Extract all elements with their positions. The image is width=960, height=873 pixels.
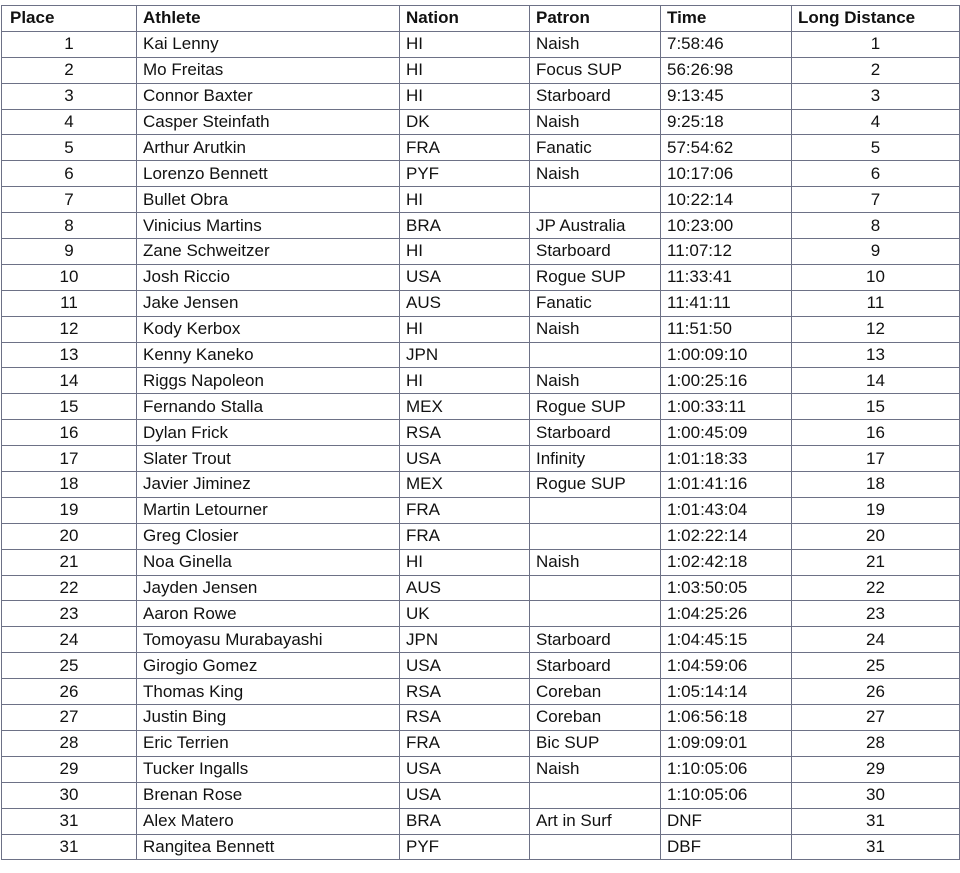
cell-place: 16 xyxy=(2,420,137,446)
cell-patron: Rogue SUP xyxy=(530,264,661,290)
cell-patron: Starboard xyxy=(530,420,661,446)
cell-patron xyxy=(530,834,661,860)
table-row xyxy=(2,782,960,808)
table-row xyxy=(2,161,960,187)
table-row xyxy=(2,705,960,731)
cell-athlete: Slater Trout xyxy=(137,446,400,472)
cell-nation: HI xyxy=(400,239,530,265)
cell-time: 1:10:05:06 xyxy=(661,782,792,808)
cell-athlete: Dylan Frick xyxy=(137,420,400,446)
cell-patron: Naish xyxy=(530,31,661,57)
cell-athlete: Arthur Arutkin xyxy=(137,135,400,161)
cell-place: 20 xyxy=(2,523,137,549)
cell-patron: Naish xyxy=(530,549,661,575)
cell-time: 1:00:45:09 xyxy=(661,420,792,446)
cell-nation: USA xyxy=(400,653,530,679)
cell-nation: USA xyxy=(400,264,530,290)
cell-time: 1:10:05:06 xyxy=(661,756,792,782)
table-row xyxy=(2,135,960,161)
cell-time: 9:25:18 xyxy=(661,109,792,135)
cell-time: 1:04:25:26 xyxy=(661,601,792,627)
table-row xyxy=(2,368,960,394)
cell-long-distance: 25 xyxy=(792,653,960,679)
cell-long-distance: 31 xyxy=(792,808,960,834)
cell-time: 1:00:33:11 xyxy=(661,394,792,420)
table-row xyxy=(2,83,960,109)
cell-patron: Starboard xyxy=(530,83,661,109)
cell-patron: Fanatic xyxy=(530,290,661,316)
cell-nation: BRA xyxy=(400,808,530,834)
cell-time: 11:07:12 xyxy=(661,239,792,265)
cell-long-distance: 19 xyxy=(792,497,960,523)
cell-time: DBF xyxy=(661,834,792,860)
cell-patron xyxy=(530,187,661,213)
table-row xyxy=(2,653,960,679)
cell-long-distance: 16 xyxy=(792,420,960,446)
table-row xyxy=(2,446,960,472)
table-row xyxy=(2,549,960,575)
cell-nation: HI xyxy=(400,187,530,213)
cell-nation: FRA xyxy=(400,497,530,523)
cell-patron xyxy=(530,601,661,627)
cell-nation: HI xyxy=(400,57,530,83)
cell-place: 29 xyxy=(2,756,137,782)
cell-long-distance: 14 xyxy=(792,368,960,394)
cell-athlete: Jake Jensen xyxy=(137,290,400,316)
cell-time: 1:02:22:14 xyxy=(661,523,792,549)
cell-patron: Art in Surf xyxy=(530,808,661,834)
cell-time: 1:01:18:33 xyxy=(661,446,792,472)
cell-athlete: Kody Kerbox xyxy=(137,316,400,342)
header-patron: Patron xyxy=(530,6,661,32)
cell-long-distance: 28 xyxy=(792,730,960,756)
cell-place: 28 xyxy=(2,730,137,756)
cell-time: 10:22:14 xyxy=(661,187,792,213)
cell-patron: Rogue SUP xyxy=(530,472,661,498)
cell-athlete: Justin Bing xyxy=(137,705,400,731)
cell-nation: AUS xyxy=(400,575,530,601)
cell-patron xyxy=(530,497,661,523)
table-row xyxy=(2,730,960,756)
cell-long-distance: 18 xyxy=(792,472,960,498)
cell-place: 30 xyxy=(2,782,137,808)
cell-athlete: Josh Riccio xyxy=(137,264,400,290)
cell-place: 23 xyxy=(2,601,137,627)
cell-nation: HI xyxy=(400,549,530,575)
cell-athlete: Riggs Napoleon xyxy=(137,368,400,394)
cell-long-distance: 23 xyxy=(792,601,960,627)
table-row xyxy=(2,601,960,627)
cell-athlete: Kai Lenny xyxy=(137,31,400,57)
cell-long-distance: 20 xyxy=(792,523,960,549)
cell-nation: HI xyxy=(400,31,530,57)
table-row xyxy=(2,213,960,239)
table-row xyxy=(2,57,960,83)
cell-athlete: Noa Ginella xyxy=(137,549,400,575)
cell-long-distance: 22 xyxy=(792,575,960,601)
cell-time: 10:17:06 xyxy=(661,161,792,187)
cell-athlete: Rangitea Bennett xyxy=(137,834,400,860)
header-place: Place xyxy=(2,6,137,32)
cell-place: 17 xyxy=(2,446,137,472)
cell-place: 15 xyxy=(2,394,137,420)
cell-long-distance: 6 xyxy=(792,161,960,187)
cell-time: 56:26:98 xyxy=(661,57,792,83)
table-row xyxy=(2,756,960,782)
cell-place: 2 xyxy=(2,57,137,83)
cell-place: 6 xyxy=(2,161,137,187)
cell-place: 31 xyxy=(2,834,137,860)
table-row xyxy=(2,342,960,368)
cell-nation: HI xyxy=(400,316,530,342)
cell-place: 14 xyxy=(2,368,137,394)
cell-time: 1:01:41:16 xyxy=(661,472,792,498)
cell-place: 10 xyxy=(2,264,137,290)
cell-time: DNF xyxy=(661,808,792,834)
cell-nation: MEX xyxy=(400,394,530,420)
cell-long-distance: 26 xyxy=(792,679,960,705)
cell-place: 11 xyxy=(2,290,137,316)
cell-long-distance: 2 xyxy=(792,57,960,83)
cell-time: 1:04:45:15 xyxy=(661,627,792,653)
cell-long-distance: 24 xyxy=(792,627,960,653)
table-row xyxy=(2,497,960,523)
table-row xyxy=(2,808,960,834)
table-row xyxy=(2,290,960,316)
cell-long-distance: 13 xyxy=(792,342,960,368)
cell-time: 1:03:50:05 xyxy=(661,575,792,601)
table-row xyxy=(2,31,960,57)
cell-athlete: Tomoyasu Murabayashi xyxy=(137,627,400,653)
cell-patron: Coreban xyxy=(530,679,661,705)
table-row xyxy=(2,420,960,446)
cell-time: 1:00:25:16 xyxy=(661,368,792,394)
table-row xyxy=(2,627,960,653)
cell-athlete: Jayden Jensen xyxy=(137,575,400,601)
cell-patron xyxy=(530,342,661,368)
cell-long-distance: 1 xyxy=(792,31,960,57)
cell-patron: Naish xyxy=(530,316,661,342)
cell-nation: BRA xyxy=(400,213,530,239)
cell-time: 11:51:50 xyxy=(661,316,792,342)
header-nation: Nation xyxy=(400,6,530,32)
table-row xyxy=(2,575,960,601)
cell-athlete: Girogio Gomez xyxy=(137,653,400,679)
cell-patron xyxy=(530,782,661,808)
table-row xyxy=(2,394,960,420)
cell-nation: UK xyxy=(400,601,530,627)
table-row xyxy=(2,264,960,290)
cell-long-distance: 15 xyxy=(792,394,960,420)
cell-patron: Coreban xyxy=(530,705,661,731)
cell-long-distance: 8 xyxy=(792,213,960,239)
header-long-distance: Long Distance xyxy=(792,6,960,32)
header-time: Time xyxy=(661,6,792,32)
cell-patron: Naish xyxy=(530,109,661,135)
cell-nation: MEX xyxy=(400,472,530,498)
cell-nation: USA xyxy=(400,782,530,808)
cell-patron: Starboard xyxy=(530,239,661,265)
cell-long-distance: 27 xyxy=(792,705,960,731)
cell-nation: PYF xyxy=(400,834,530,860)
table-row xyxy=(2,316,960,342)
cell-athlete: Bullet Obra xyxy=(137,187,400,213)
cell-athlete: Alex Matero xyxy=(137,808,400,834)
cell-nation: HI xyxy=(400,83,530,109)
cell-patron xyxy=(530,523,661,549)
cell-athlete: Aaron Rowe xyxy=(137,601,400,627)
cell-time: 1:00:09:10 xyxy=(661,342,792,368)
cell-nation: AUS xyxy=(400,290,530,316)
cell-athlete: Brenan Rose xyxy=(137,782,400,808)
cell-nation: USA xyxy=(400,446,530,472)
cell-time: 11:41:11 xyxy=(661,290,792,316)
cell-patron: Rogue SUP xyxy=(530,394,661,420)
cell-patron: Fanatic xyxy=(530,135,661,161)
cell-athlete: Thomas King xyxy=(137,679,400,705)
cell-place: 4 xyxy=(2,109,137,135)
cell-patron: Naish xyxy=(530,756,661,782)
cell-nation: FRA xyxy=(400,730,530,756)
cell-athlete: Martin Letourner xyxy=(137,497,400,523)
cell-time: 10:23:00 xyxy=(661,213,792,239)
cell-athlete: Connor Baxter xyxy=(137,83,400,109)
cell-place: 7 xyxy=(2,187,137,213)
cell-long-distance: 3 xyxy=(792,83,960,109)
table-row xyxy=(2,239,960,265)
cell-time: 1:06:56:18 xyxy=(661,705,792,731)
cell-nation: FRA xyxy=(400,523,530,549)
cell-place: 13 xyxy=(2,342,137,368)
cell-athlete: Greg Closier xyxy=(137,523,400,549)
cell-patron: Naish xyxy=(530,368,661,394)
cell-place: 24 xyxy=(2,627,137,653)
cell-time: 11:33:41 xyxy=(661,264,792,290)
cell-nation: FRA xyxy=(400,135,530,161)
cell-time: 1:05:14:14 xyxy=(661,679,792,705)
cell-long-distance: 11 xyxy=(792,290,960,316)
cell-place: 22 xyxy=(2,575,137,601)
header-athlete: Athlete xyxy=(137,6,400,32)
table-row xyxy=(2,679,960,705)
cell-athlete: Javier Jiminez xyxy=(137,472,400,498)
results-table xyxy=(1,5,960,860)
cell-place: 18 xyxy=(2,472,137,498)
cell-athlete: Eric Terrien xyxy=(137,730,400,756)
cell-time: 1:04:59:06 xyxy=(661,653,792,679)
cell-time: 57:54:62 xyxy=(661,135,792,161)
cell-athlete: Mo Freitas xyxy=(137,57,400,83)
cell-nation: JPN xyxy=(400,342,530,368)
cell-nation: RSA xyxy=(400,705,530,731)
cell-long-distance: 7 xyxy=(792,187,960,213)
cell-time: 1:09:09:01 xyxy=(661,730,792,756)
cell-place: 8 xyxy=(2,213,137,239)
cell-athlete: Casper Steinfath xyxy=(137,109,400,135)
cell-athlete: Tucker Ingalls xyxy=(137,756,400,782)
cell-patron: Naish xyxy=(530,161,661,187)
cell-place: 5 xyxy=(2,135,137,161)
cell-time: 9:13:45 xyxy=(661,83,792,109)
cell-long-distance: 30 xyxy=(792,782,960,808)
cell-nation: JPN xyxy=(400,627,530,653)
table-row xyxy=(2,523,960,549)
cell-athlete: Vinicius Martins xyxy=(137,213,400,239)
cell-nation: PYF xyxy=(400,161,530,187)
cell-long-distance: 17 xyxy=(792,446,960,472)
cell-patron: Infinity xyxy=(530,446,661,472)
cell-nation: DK xyxy=(400,109,530,135)
table-row xyxy=(2,472,960,498)
cell-long-distance: 21 xyxy=(792,549,960,575)
cell-place: 3 xyxy=(2,83,137,109)
cell-patron: Bic SUP xyxy=(530,730,661,756)
table-row xyxy=(2,834,960,860)
cell-athlete: Lorenzo Bennett xyxy=(137,161,400,187)
cell-time: 7:58:46 xyxy=(661,31,792,57)
cell-place: 19 xyxy=(2,497,137,523)
cell-time: 1:01:43:04 xyxy=(661,497,792,523)
cell-place: 1 xyxy=(2,31,137,57)
cell-long-distance: 29 xyxy=(792,756,960,782)
cell-patron xyxy=(530,575,661,601)
cell-long-distance: 4 xyxy=(792,109,960,135)
cell-long-distance: 9 xyxy=(792,239,960,265)
cell-place: 21 xyxy=(2,549,137,575)
cell-nation: RSA xyxy=(400,679,530,705)
cell-patron: Starboard xyxy=(530,653,661,679)
cell-long-distance: 31 xyxy=(792,834,960,860)
cell-nation: RSA xyxy=(400,420,530,446)
cell-patron: Starboard xyxy=(530,627,661,653)
cell-nation: USA xyxy=(400,756,530,782)
cell-long-distance: 10 xyxy=(792,264,960,290)
table-row xyxy=(2,187,960,213)
header-row xyxy=(2,6,960,32)
cell-patron: Focus SUP xyxy=(530,57,661,83)
table-row xyxy=(2,109,960,135)
cell-athlete: Fernando Stalla xyxy=(137,394,400,420)
cell-place: 31 xyxy=(2,808,137,834)
table-header xyxy=(2,6,960,32)
cell-athlete: Zane Schweitzer xyxy=(137,239,400,265)
cell-place: 9 xyxy=(2,239,137,265)
cell-long-distance: 12 xyxy=(792,316,960,342)
cell-nation: HI xyxy=(400,368,530,394)
cell-patron: JP Australia xyxy=(530,213,661,239)
cell-time: 1:02:42:18 xyxy=(661,549,792,575)
cell-place: 25 xyxy=(2,653,137,679)
table-body xyxy=(2,31,960,860)
cell-place: 27 xyxy=(2,705,137,731)
cell-athlete: Kenny Kaneko xyxy=(137,342,400,368)
cell-place: 26 xyxy=(2,679,137,705)
cell-place: 12 xyxy=(2,316,137,342)
cell-long-distance: 5 xyxy=(792,135,960,161)
